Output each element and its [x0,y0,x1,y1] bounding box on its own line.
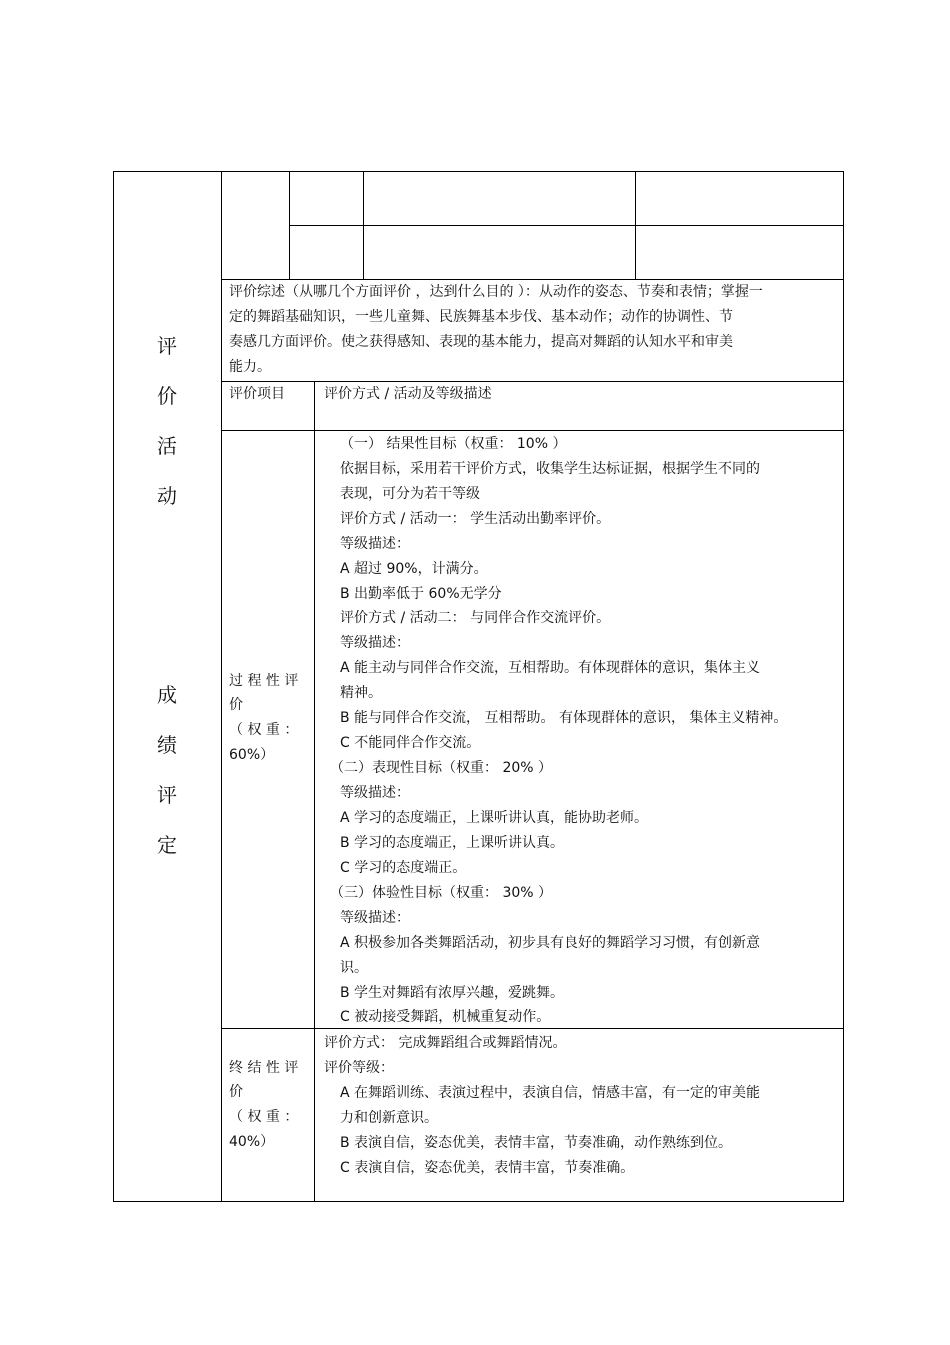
item-col-divider [314,381,315,1202]
left-char-3: 活 [157,434,177,458]
process-line: 等级描述： [340,785,410,801]
border-top [113,171,844,172]
summary-line: 评价综述（从哪几个方面评价 ，达到什么目的 ）：从动作的姿态、节奏和表情；掌握一 [229,284,763,300]
left-char-4: 动 [157,484,177,508]
process-line: 评价方式 / 活动一： 学生活动出勤率评价。 [340,511,611,527]
left-char-2: 价 [157,384,177,408]
grid-h-mid [289,225,844,226]
process-line: 评价方式 / 活动二： 与同伴合作交流评价。 [340,610,611,626]
left-char-7: 评 [157,783,177,807]
process-line: （三）体验性目标（权重： 30% ） [330,885,553,901]
process-label-line: 价 [229,697,243,713]
process-line: 依据目标，采用若干评价方式，收集学生达标证据，根据学生不同的 [340,461,760,477]
final-line: C 表演自信，姿态优美，表情丰富，节奏准确。 [340,1160,635,1176]
process-label-line: 60%） [229,747,275,763]
left-col-divider [221,171,222,1202]
grid-h-process-top [221,430,844,431]
process-line: B 学习的态度端正，上课听讲认真。 [340,835,565,851]
process-line: （一） 结果性目标（权重： 10% ） [340,436,567,452]
final-line: B 表演自信，姿态优美，表情丰富，节奏准确，动作熟练到位。 [340,1135,733,1151]
border-right [843,171,844,1202]
process-line: B 能与同伴合作交流， 互相帮助。 有体现群体的意识， 集体主义精神。 [340,710,788,726]
summary-line: 定的舞蹈基础知识，一些儿童舞、民族舞基本步伐、基本动作；动作的协调性、节 [229,309,733,325]
final-line: 评价方式： 完成舞蹈组合或舞蹈情况。 [324,1035,567,1051]
process-line: （二）表现性目标（权重： 20% ） [330,760,553,776]
left-char-6: 绩 [157,733,177,757]
process-line: 表现，可分为若干等级 [340,486,480,502]
summary-line: 能力。 [229,359,271,375]
header-method-label: 评价方式 / 活动及等级描述 [324,386,492,402]
process-line: B 出勤率低于 60%无学分 [340,586,502,602]
left-char-5: 成 [157,683,177,707]
summary-line: 奏感几方面评价。使之获得感知、表现的基本能力，提高对舞蹈的认知水平和审美 [229,334,733,350]
process-line: 精神。 [340,685,382,701]
process-line: A 积极参加各类舞蹈活动，初步具有良好的舞蹈学习习惯，有创新意 [340,935,761,951]
process-line: C 被动接受舞蹈，机械重复动作。 [340,1009,551,1025]
left-char-1: 评 [157,334,177,358]
final-line: 评价等级： [324,1060,394,1076]
final-label-line: 40%） [229,1134,275,1150]
process-line: A 超过 90%，计满分。 [340,561,488,577]
final-line: 力和创新意识。 [340,1110,438,1126]
process-line: 等级描述： [340,536,410,552]
final-label-line: 价 [229,1084,243,1100]
final-label-line: （ 权 重 ： [229,1109,299,1125]
grid-h-summary-top [221,279,844,280]
process-line: A 能主动与同伴合作交流，互相帮助。有体现群体的意识，集体主义 [340,660,761,676]
process-line: B 学生对舞蹈有浓厚兴趣，爱跳舞。 [340,985,565,1001]
header-item-label: 评价项目 [229,386,285,402]
grid-h-final-top [221,1028,844,1029]
border-bottom [113,1201,844,1202]
process-line: A 学习的态度端正，上课听讲认真，能协助老师。 [340,810,649,826]
process-line: C 不能同伴合作交流。 [340,735,481,751]
process-line: 等级描述： [340,635,410,651]
process-line: 识。 [340,960,368,976]
left-char-8: 定 [157,833,177,857]
process-label-line: （ 权 重 ： [229,722,299,738]
process-line: 等级描述： [340,910,410,926]
final-line: A 在舞蹈训练、表演过程中，表演自信，情感丰富，有一定的审美能 [340,1085,761,1101]
final-label-line: 终 结 性 评 [229,1060,299,1076]
process-line: C 学习的态度端正。 [340,860,467,876]
process-label-line: 过 程 性 评 [229,673,299,689]
